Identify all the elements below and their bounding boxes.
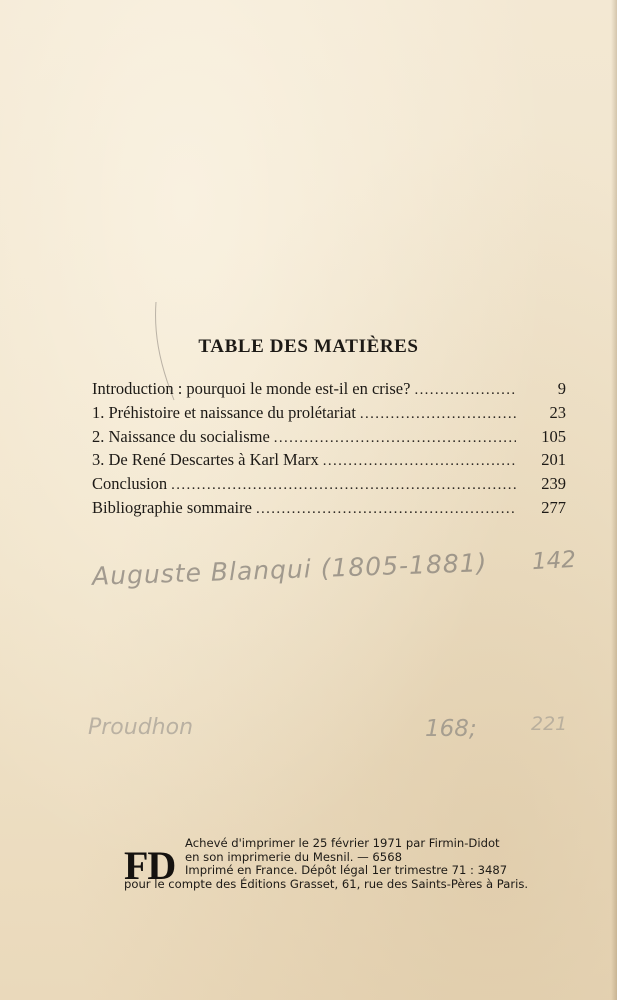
dot-leader bbox=[414, 382, 516, 399]
colophon-line: Imprimé en France. Dépôt légal 1er trimestre 71 : 3487 bbox=[185, 863, 508, 877]
dot-leader bbox=[171, 477, 516, 494]
dot-leader bbox=[274, 430, 516, 447]
page-edge-shadow bbox=[611, 0, 617, 1000]
dot-leader bbox=[360, 406, 516, 423]
toc-entry-label: Bibliographie sommaire bbox=[92, 497, 252, 517]
toc-entry bbox=[92, 498, 566, 522]
printer-logo: FD bbox=[124, 843, 176, 888]
colophon-line: Achevé d'imprimer le 25 février 1971 par Firmin-Didot bbox=[185, 836, 500, 850]
toc-entry-label: Conclusion bbox=[92, 474, 168, 494]
toc-entry-page: 105 bbox=[541, 426, 566, 446]
dot-leader bbox=[256, 501, 516, 518]
colophon-line: en son imprimerie du Mesnil. — 6568 bbox=[185, 849, 402, 864]
toc-entry-page: 277 bbox=[541, 497, 566, 517]
toc-entry-page: 23 bbox=[549, 402, 566, 422]
toc-entry bbox=[92, 474, 566, 498]
toc-entry-page: 239 bbox=[541, 474, 566, 494]
toc-entry-label: 2. Naissance du socialisme bbox=[92, 426, 270, 446]
toc-entry bbox=[92, 403, 566, 427]
dot-leader bbox=[323, 453, 516, 470]
handwritten-page-number: 168; bbox=[425, 716, 477, 742]
toc-entry bbox=[92, 379, 566, 403]
toc-entry-label: 3. De René Descartes à Karl Marx bbox=[92, 450, 319, 470]
handwritten-page-number: 221 bbox=[531, 713, 568, 735]
page-title: TABLE DES MATIÈRES bbox=[198, 335, 419, 357]
printer-colophon bbox=[124, 832, 564, 902]
toc-entry-page: 9 bbox=[557, 379, 566, 398]
toc-entry-label: 1. Préhistoire et naissance du prolétariat bbox=[92, 402, 356, 422]
toc-entry bbox=[92, 450, 566, 474]
toc-entry bbox=[92, 427, 566, 451]
toc-entry-label: Introduction : pourquoi le monde est-il en crise? bbox=[92, 379, 411, 398]
table-of-contents bbox=[92, 379, 566, 522]
handwritten-note-proudhon: Proudhon bbox=[88, 715, 194, 740]
toc-entry-page: 201 bbox=[541, 450, 566, 470]
colophon-line: pour le compte des Éditions Grasset, 61, rue des Saints-Pères à Paris. bbox=[124, 877, 529, 891]
handwritten-page-number: 142 bbox=[531, 546, 577, 576]
handwritten-note-blanqui: Auguste Blanqui (1805-1881) bbox=[91, 548, 488, 591]
